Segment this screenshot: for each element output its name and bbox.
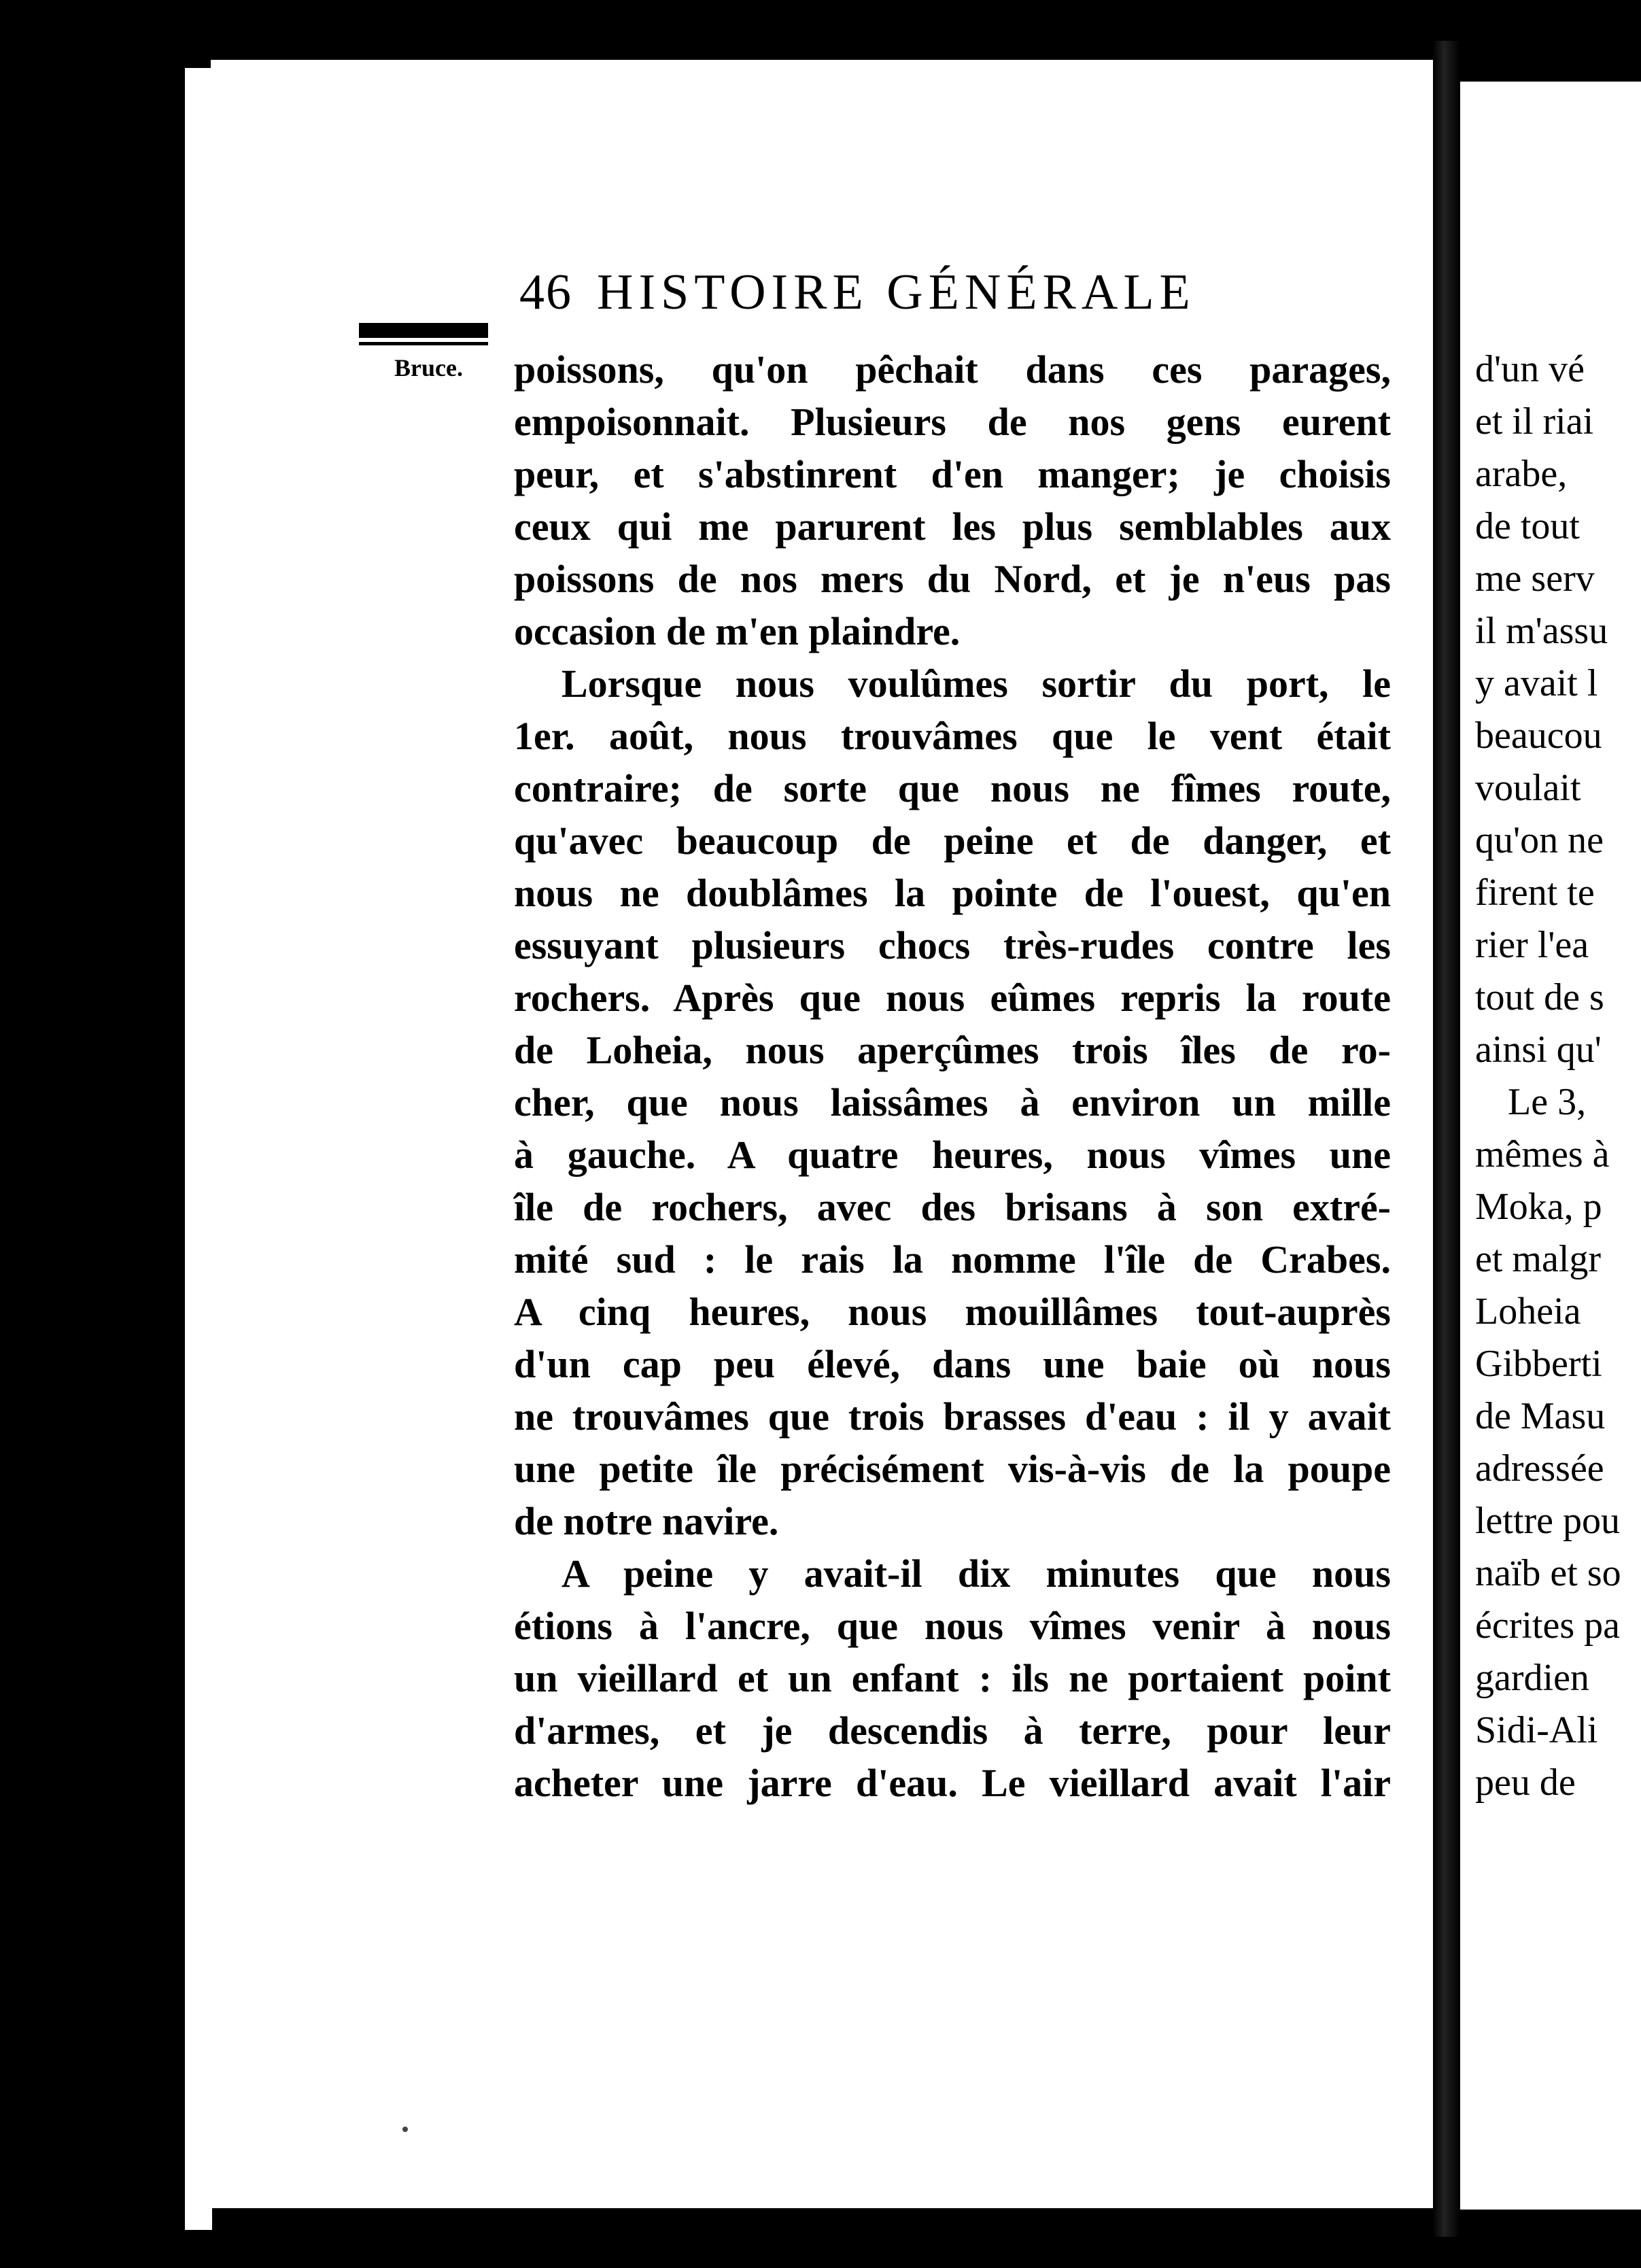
- left-page-edge: [178, 68, 212, 2230]
- right-text-line: firent te: [1475, 872, 1595, 914]
- margin-note: Bruce.: [394, 354, 463, 381]
- text-line: empoisonnait. Plusieurs de nos gens eurent: [514, 400, 1391, 444]
- right-text-line: ainsi qu': [1475, 1029, 1602, 1071]
- right-text-line: de tout: [1475, 505, 1580, 547]
- right-text-line: il m'assu: [1475, 610, 1608, 652]
- text-line: de notre navire.: [514, 1499, 779, 1543]
- right-text-line: gardien: [1475, 1657, 1589, 1699]
- margin-rule: [359, 323, 488, 338]
- text-line: rochers. Après que nous eûmes repris la route: [514, 976, 1391, 1020]
- text-line: essuyant plusieurs chocs très-rudes contre les: [514, 923, 1391, 967]
- text-line: peur, et s'abstinrent d'en manger; je choisis: [514, 452, 1391, 496]
- right-text-line: rier l'ea: [1475, 924, 1589, 966]
- right-text-line: mêmes à: [1475, 1133, 1610, 1175]
- text-line: A cinq heures, nous mouillâmes tout-auprès: [514, 1290, 1391, 1334]
- right-text-line: beaucou: [1475, 715, 1602, 757]
- text-line: poissons de nos mers du Nord, et je n'eus pas: [514, 557, 1391, 601]
- page-speck: [402, 2127, 408, 2132]
- text-line: Lorsque nous voulûmes sortir du port, le: [562, 662, 1391, 706]
- margin-rule-thin: [359, 342, 488, 345]
- book-gutter: [1433, 41, 1460, 2237]
- right-text-line: et il riai: [1475, 400, 1594, 443]
- right-text-line: voulait: [1475, 767, 1581, 809]
- text-line: cher, que nous laissâmes à environ un mille: [514, 1080, 1391, 1124]
- text-line: acheter une jarre d'eau. Le vieillard avait l'air: [514, 1761, 1391, 1805]
- right-text-line: peu de: [1475, 1762, 1576, 1804]
- right-text-line: et malgr: [1475, 1238, 1602, 1280]
- right-page: [1460, 82, 1641, 2210]
- text-line: ne trouvâmes que trois brasses d'eau : il y avait: [514, 1394, 1391, 1439]
- right-page-text: [1475, 343, 1641, 1809]
- right-text-line: écrites pa: [1475, 1604, 1620, 1647]
- right-text-line: Sidi-Ali: [1475, 1709, 1598, 1751]
- text-line: île de rochers, avec des brisans à son extré-: [514, 1185, 1391, 1229]
- right-text-line: tout de s: [1475, 976, 1604, 1018]
- right-text-line: arabe,: [1475, 453, 1568, 495]
- text-line: mité sud : le rais la nomme l'île de Crabes.: [514, 1237, 1391, 1282]
- right-text-line: y avait l: [1475, 662, 1598, 704]
- right-text-line: Gibberti: [1475, 1343, 1602, 1385]
- text-line: poissons, qu'on pêchait dans ces parages,: [514, 347, 1391, 392]
- right-text-line: Loheia: [1475, 1290, 1581, 1333]
- text-line: ceux qui me parurent les plus semblables aux: [514, 504, 1391, 549]
- text-line: un vieillard et un enfant : ils ne portaient point: [514, 1656, 1391, 1700]
- text-line: une petite île précisément vis-à-vis de la poupe: [514, 1447, 1391, 1491]
- right-text-line: naïb et so: [1475, 1552, 1621, 1594]
- running-title: HISTOIRE GÉNÉRALE: [597, 264, 1196, 320]
- text-line: 1er. août, nous trouvâmes que le vent était: [514, 714, 1391, 758]
- text-line: d'un cap peu élevé, dans une baie où nous: [514, 1342, 1391, 1386]
- right-text-line: lettre pou: [1475, 1500, 1621, 1542]
- right-text-line: qu'on ne: [1475, 819, 1604, 861]
- running-head: [519, 264, 1196, 322]
- right-text-line: me serv: [1475, 557, 1595, 600]
- right-text-line: de Masu: [1475, 1395, 1606, 1437]
- right-text-line: adressée: [1475, 1447, 1604, 1490]
- body-text: [514, 343, 1391, 1809]
- text-line: qu'avec beaucoup de peine et de danger, et: [514, 819, 1391, 863]
- text-line: occasion de m'en plaindre.: [514, 609, 961, 653]
- text-line: nous ne doublâmes la pointe de l'ouest, qu'en: [514, 871, 1391, 915]
- right-text-line: Moka, p: [1475, 1186, 1602, 1228]
- text-line: A peine y avait-il dix minutes que nous: [562, 1551, 1391, 1596]
- text-line: contraire; de sorte que nous ne fîmes route,: [514, 766, 1391, 810]
- text-line: étions à l'ancre, que nous vîmes venir à nous: [514, 1604, 1391, 1648]
- page-number: 46: [519, 264, 572, 320]
- text-line: d'armes, et je descendis à terre, pour leur: [514, 1708, 1391, 1753]
- text-line: de Loheia, nous aperçûmes trois îles de ro-: [514, 1028, 1391, 1072]
- right-text-line: Le 3,: [1508, 1081, 1587, 1123]
- right-text-line: d'un vé: [1475, 348, 1585, 390]
- text-line: à gauche. A quatre heures, nous vîmes une: [514, 1133, 1391, 1177]
